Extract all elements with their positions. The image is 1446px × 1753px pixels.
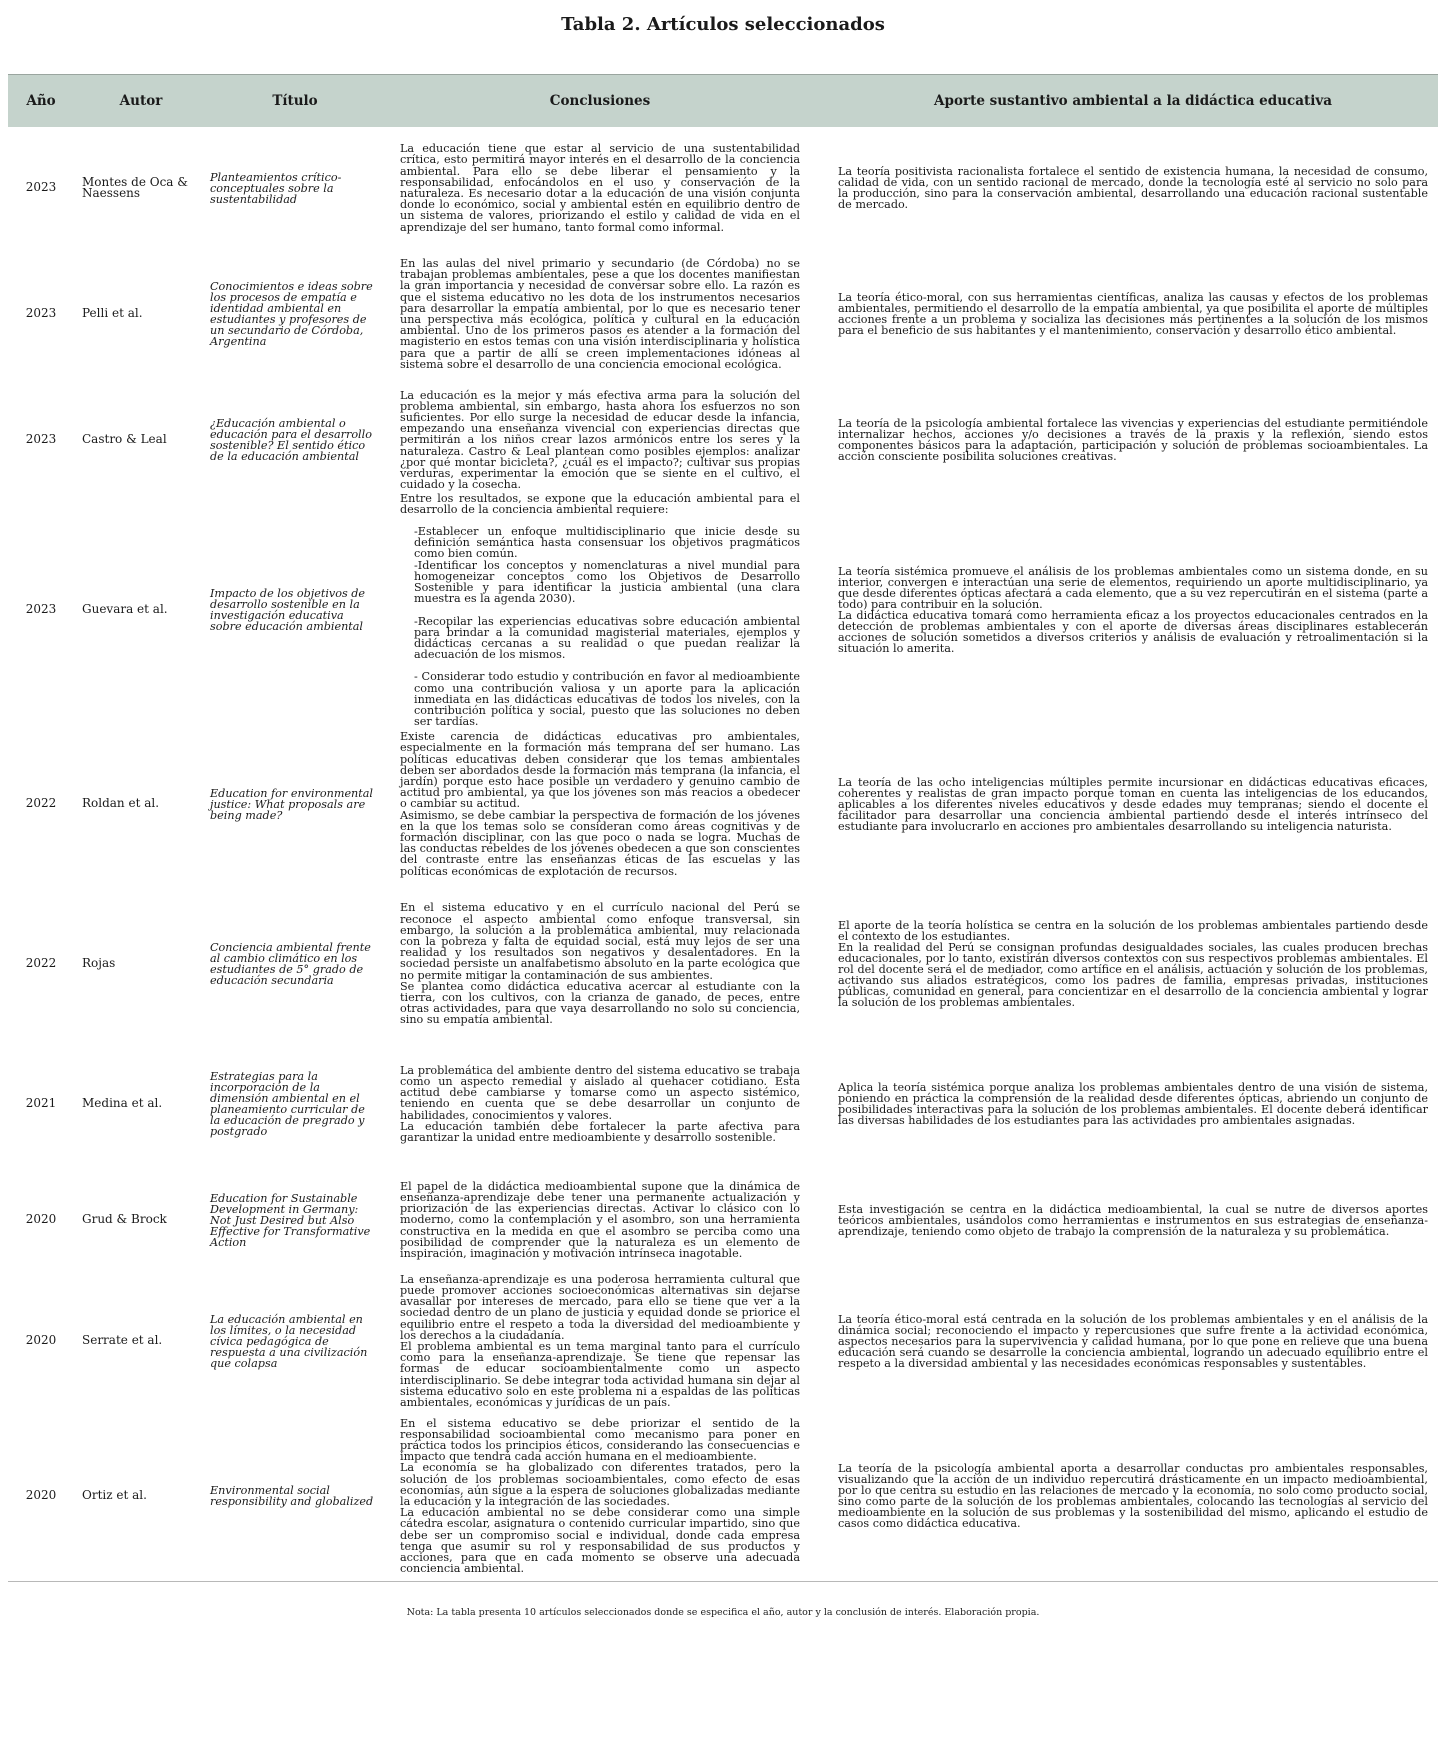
table-row (8, 889, 1438, 1039)
contribution-paragraph: Aplica la teoría sistémica porque analiza los problemas ambientales dentro de una visión de sistema, poniendo en práctica la comprensión de la realidad desde diferentes ópticas, abriendo un conjunto de posibilidades interactivas para la solución de los problemas ambientales. El docente deberá identificar las diversas habilidades de los estudiantes para las actividades pro ambientales asignadas. (838, 1081, 1428, 1127)
cell-contribution (820, 418, 1438, 462)
table-note: Nota: La tabla presenta 10 artículos seleccionados donde se especifica el año, autor y la conclusión de interés. Elaboración propia. (406, 1607, 1040, 1618)
cell-year: 2023 (25, 306, 57, 321)
contribution-paragraph: La teoría de la psicología ambiental aporta a desarrollar conductas pro ambientales responsables, visualizando que la acción de un individuo repercutirá drásticamente en un impacto medioambiental, por lo que centra su estudio en las relaciones de mercado y la economía, no solo como producto social, sino como parte de la solución de los problemas ambientales, colocando las tecnologías al servicio del medioambiente en la solución de sus problemas y la sostenibilidad del mismo, aplicando el estudio de casos como didáctica educativa. (838, 1462, 1428, 1530)
cell-conclusions (382, 1181, 820, 1259)
table-header (8, 75, 1438, 127)
cell-conclusions (382, 731, 820, 877)
table-row (8, 1039, 1438, 1169)
header-title: Título (272, 93, 318, 109)
cell-conclusions (382, 902, 820, 1025)
cell-conclusions (382, 1274, 820, 1408)
conclusion-paragraph: En el sistema educativo y en el currículo nacional del Perú se reconoce el aspecto ambiental como enfoque transversal, sin embargo, la solución a la problemática ambiental, muy relacionada con la pobreza y falta de equidad social, está muy lejos de ser una realidad y los resultados son negativos y desalentadores. En la sociedad persiste un analfabetismo absoluto en la parte ecológica que no permite mitigar la contaminación de sus ambientes. (400, 901, 800, 982)
cell-author: Grud & Brock (82, 1212, 167, 1227)
table-row (8, 1411, 1438, 1581)
conclusion-paragraph: El papel de la didáctica medioambiental supone que la dinámica de enseñanza-aprendizaje debe tener una permanente actualización y priorización de las experiencias directas. Activar lo clásico con lo moderno, como la contemplación y el asombro, son una herramienta constructiva en la medida en que el asombro se perciba como una posibilidad de comprender que la naturaleza es un elemento de inspiración, imaginación y motivación intrínseca inagotable. (400, 1179, 800, 1260)
cell-title: Impacto de los objetivos de desarrollo sostenible en la investigación educativa sobre educación ambiental (210, 587, 366, 633)
cell-contribution (820, 777, 1438, 832)
cell-author: Serrate et al. (82, 1333, 163, 1348)
cell-year: 2023 (25, 602, 57, 617)
conclusion-paragraph: En las aulas del nivel primario y secundario (de Córdoba) no se trabajan problemas ambientales, pese a que los docentes manifiestan la gran importancia y necesidad de conversar sobre ello. La razón es que el sistema educativo no les dota de los instrumentos necesarios para desarrollar la empatía ambiental, por lo que es necesario tener una perspectiva más ecológica, política y cultural en la educación ambiental. Uno de los primeros pasos es atender a la formación del magisterio en estos temas con una visión interdisciplinaria y holística para que a partir de allí se creen implementaciones idóneas al sistema sobre el desarrollo de una conciencia emocional ecológica. (400, 256, 800, 371)
cell-year: 2020 (25, 1333, 57, 1348)
contribution-paragraph: La teoría de la psicología ambiental fortalece las vivencias y experiencias del estudiante permitiéndole internalizar hechos, acciones y/o decisiones a través de la praxis y la reflexión, siendo estos componentes básicos para la adaptación, participación y solución de problemas socioambientales. La acción consciente posibilita soluciones creativas. (838, 417, 1428, 463)
conclusion-paragraph: El problema ambiental es un tema marginal tanto para el currículo como para la enseñanza-aprendizaje. Se tiene que repensar las formas de educar socioambientalmente como un aspecto interdisciplinario. Se debe integrar toda actividad humana sin dejar al sistema educativo solo en este problema ni a espaldas de las políticas ambientales, económicas y jurídicas de un país. (400, 1340, 800, 1410)
header-conclusions: Conclusiones (549, 93, 651, 109)
cell-title: Planteamientos crítico-conceptuales sobre la sustentabilidad (210, 170, 342, 206)
conclusion-intro: Entre los resultados, se expone que la educación ambiental para el desarrollo de la conciencia ambiental requiere: (400, 491, 800, 516)
header-year: Año (26, 93, 56, 109)
cell-contribution (820, 166, 1438, 210)
cell-year: 2022 (25, 796, 57, 811)
conclusion-paragraph: La problemática del ambiente dentro del sistema educativo se trabaja como un aspecto remedial y aislado al quehacer cotidiano. Esta actitud debe cambiarse y tomarse como un aspecto sistémico, teniendo en cuenta que se debe desarrollar un conjunto de habilidades, conocimientos y valores. (400, 1063, 800, 1122)
cell-contribution (820, 1314, 1438, 1369)
cell-conclusions (382, 1418, 820, 1575)
cell-contribution (820, 566, 1438, 654)
cell-year: 2021 (25, 1096, 57, 1111)
cell-title: ¿Educación ambiental o educación para el desarrollo sostenible? El sentido ético de la educación ambiental (210, 417, 372, 463)
table-row (8, 1169, 1438, 1271)
cell-contribution (820, 292, 1438, 336)
cell-author: Roldan et al. (82, 796, 160, 811)
conclusion-list-item: - Considerar todo estudio y contribución en favor al medioambiente como una contribución valiosa y un aporte para la aplicación inmediata en las didácticas educativas de todos los niveles, con la contribución política y social, puesto que las soluciones no deben ser tardías. (414, 670, 800, 729)
cell-title: Education for environmental justice: What proposals are being made? (210, 786, 374, 822)
cell-author: Rojas (82, 956, 116, 971)
header-author: Autor (119, 93, 163, 109)
cell-year: 2020 (25, 1488, 57, 1503)
cell-conclusions (382, 390, 820, 491)
cell-conclusions (382, 258, 820, 370)
cell-author: Montes de Oca & Naessens (82, 174, 188, 200)
contribution-paragraph: La teoría de las ocho inteligencias múltiples permite incursionar en didácticas educativas eficaces, coherentes y realistas de gran impacto porque toman en cuenta las inteligencias de los educandos, aplicables a los diferentes niveles educativos y desde edades muy tempranas; siendo el docente el facilitador para desarrollar una conciencia ambiental partiendo desde el interés intrínseco del estudiante para involucrarlo en acciones pro ambientales desarrollando su inteligencia naturista. (838, 775, 1428, 833)
contribution-paragraph: Esta investigación se centra en la didáctica medioambiental, la cual se nutre de diversos aportes teóricos ambientales, usándolos como herramientas e instrumentos en sus estrategias de enseñanza-aprendizaje, teniendo como objeto de trabajo la comprensión de la naturaleza y su problemática. (838, 1202, 1428, 1238)
cell-title: Education for Sustainable Development in Germany: Not Just Desired but Also Effective for Transformative Action (210, 1191, 371, 1249)
cell-author: Castro & Leal (82, 432, 167, 447)
table-row (8, 719, 1438, 889)
cell-contribution (820, 1204, 1438, 1237)
contribution-paragraph: En la realidad del Perú se consignan profundas desigualdades sociales, las cuales producen brechas educacionales, por lo tanto, existirán diversos contextos con sus respectivos problemas ambientales. El rol del docente será el de mediador, como artífice en el análisis, actuación y solución de los problemas, activando sus aliados estratégicos, como los padres de familia, empresas privadas, instituciones públicas, comunidad en general, para concientizar en el desarrollo de la conciencia ambiental y lograr la solución de los problemas ambientales. (838, 941, 1428, 1009)
conclusion-paragraph: La enseñanza-aprendizaje es una poderosa herramienta cultural que puede promover acciones socioeconómicas alternativas sin dejarse avasallar por intereses de mercado, para ello se tiene que ver a la sociedad dentro de un plano de justicia y equidad donde se priorice el equilibrio entre el respeto a toda la diversidad del medioambiente y los derechos a la ciudadanía. (400, 1272, 800, 1342)
cell-author: Medina et al. (82, 1096, 163, 1111)
conclusion-list-group (414, 616, 800, 661)
cell-contribution (820, 920, 1438, 1008)
cell-contribution (820, 1082, 1438, 1126)
table-row (8, 249, 1438, 379)
cell-year: 2023 (25, 180, 57, 195)
table-row (8, 127, 1438, 249)
conclusion-list-group (414, 671, 800, 727)
cell-author: Pelli et al. (82, 306, 143, 321)
header-contribution: Aporte sustantivo ambiental a la didáctica educativa (934, 93, 1332, 109)
conclusion-paragraph: La educación es la mejor y más efectiva arma para la solución del problema ambiental, sin embargo, hasta ahora los esfuerzos no son suficientes. Por ello surge la necesidad de educar desde la infancia, empezando una enseñanza vivencial con experiencias directas que permitirán a los niños crear lazos armónicos entre los seres y la naturaleza. Castro & Leal plantean como posibles ejemplos: analizar ¿por qué montar bicicleta?, ¿cuál es el impacto?; cultivar sus propias verduras, experimentar la emoción que se siente en el cultivo, el cuidado y la cosecha. (400, 388, 800, 492)
cell-conclusions (382, 493, 820, 728)
conclusion-list-group (414, 526, 800, 604)
table-row (8, 491, 1438, 729)
conclusion-list-item: -Identificar los conceptos y nomenclaturas a nivel mundial para homogeneizar conceptos como los Objetivos de Desarrollo Sostenible y para identificar la justicia ambiental (una clara muestra es la agenda 2030). (414, 558, 800, 606)
conclusion-paragraph: La educación ambiental no se debe considerar como una simple cátedra escolar, asignatura o contenido curricular impartido, sino que debe ser un compromiso social e individual, donde cada empresa tenga que asumir su rol y responsabilidad de sus productos y acciones, para que en cada momento se observe una adecuada conciencia ambiental. (400, 1506, 800, 1576)
table-row (8, 1271, 1438, 1411)
table-title: Tabla 2. Artículos seleccionados (561, 14, 885, 35)
cell-year: 2020 (25, 1212, 57, 1227)
conclusion-paragraph: La educación tiene que estar al servicio de una sustentabilidad crítica, esto permitirá mayor interés en el desarrollo de la conciencia ambiental. Para ello se debe liberar el pensamiento y la responsabilidad, enfocándolos en el uso y conservación de la naturaleza. Es necesario dotar a la educación de una visión conjunta donde lo económico, social y ambiental estén en equilibrio dentro de un sistema de valores, priorizando el estilo y calidad de vida en el aprendizaje del ser humano, tanto formal como informal. (400, 142, 800, 234)
contribution-paragraph: La teoría positivista racionalista fortalece el sentido de existencia humana, la necesidad de consumo, calidad de vida, con un sentido racional de mercado, donde la tecnología esté al servicio no solo para la producción, sino para la conservación ambiental, desarrollando una educación racional sustentable de mercado. (838, 165, 1428, 211)
contribution-paragraph: El aporte de la teoría holística se centra en la solución de los problemas ambientales partiendo desde el contexto de los estudiantes. (838, 919, 1428, 943)
conclusion-list-item: -Recopilar las experiencias educativas sobre educación ambiental para brindar a la comunidad magisterial materiales, ejemplos y didácticas cercanas a su realidad o que puedan realizar la adecuación de los mismos. (414, 614, 800, 662)
table-body (8, 127, 1438, 1581)
cell-year: 2022 (25, 956, 57, 971)
table-row (8, 379, 1438, 501)
conclusion-paragraph: Existe carencia de didácticas educativas pro ambientales, especialmente en la formación más temprana del ser humano. Las políticas educativas deben considerar que los temas ambientales deben ser abordados desde la formación más temprana (la infancia, el jardín) porque esto hace posible un verdadero y genuino cambio de actitud pro ambiental, ya que los jóvenes son más reacios a obedecer o cambiar su actitud. (400, 730, 800, 811)
conclusion-list-item: -Establecer un enfoque multidisciplinario que inicie desde su definición semántica hasta consensuar los objetivos pragmáticos como bien común. (414, 525, 800, 561)
cell-title: Conocimientos e ideas sobre los procesos de empatía e identidad ambiental en estudiantes y profesores de un secundario de Córdoba, Argentina (210, 280, 373, 348)
table-bottom-rule (8, 1581, 1438, 1582)
conclusion-paragraph: La economía se ha globalizado con diferentes tratados, pero la solución de los problemas socioambientales, como efecto de esas economías, aún sigue a la espera de soluciones globalizadas mediante la educación y la integración de las sociedades. (400, 1461, 800, 1508)
contribution-paragraph: La teoría ético-moral, con sus herramientas científicas, analiza las causas y efectos de los problemas ambientales, permitiendo el desarrollo de la empatía ambiental, ya que posibilita el aporte de múltiples acciones frente a un problema y socializa las decisiones más pertinentes a la solución de los mismos para el beneficio de sus habitantes y el mantenimiento, conservación y desarrollo ético ambiental. (838, 291, 1428, 337)
cell-title: Environmental social responsibility and globalized (210, 1484, 374, 1508)
cell-author: Ortiz et al. (82, 1488, 147, 1503)
conclusion-paragraph: Se plantea como didáctica educativa acercar al estudiante con la tierra, con los cultivos, con la crianza de ganado, de peces, entre otras actividades, para que vaya desarrollando no solo su conciencia, sino su empatía ambiental. (400, 979, 800, 1027)
contribution-paragraph: La teoría sistémica promueve el análisis de los problemas ambientales como un sistema donde, en su interior, convergen e interactúan una serie de elementos, requiriendo un aporte multidisciplinario, ya que desde diferentes ópticas afectará a cada elemento, que a su vez repercutirán en el sistema (parte a todo) para contribuir en la solución. (838, 565, 1428, 611)
contribution-paragraph: La didáctica educativa tomará como herramienta eficaz a los proyectos educacionales centrados en la detección de problemas ambientales y con el aporte de diversas áreas disciplinares establecerán acciones de solución sometidos a diversos criterios y análisis de evaluación y retroalimentación si la situación lo amerita. (838, 609, 1428, 655)
cell-contribution (820, 1463, 1438, 1529)
cell-title: Estrategias para la incorporación de la dimensión ambiental en el planeamiento curricular de la educación de pregrado y postgrado (210, 1070, 365, 1138)
contribution-paragraph: La teoría ético-moral está centrada en la solución de los problemas ambientales y en el análisis de la dinámica social; reconociendo el impacto y repercusiones que sufre frente a la actividad económica, aspectos necesarios para la supervivencia y calidad humana, por lo que pone en relieve que una buena educación será cuando se desarrolle la conciencia ambiental, logrando un adecuado equilibrio entre el respeto a la diversidad ambiental y las necesidades económicas responsables y sustentables. (838, 1312, 1428, 1370)
conclusion-paragraph: La educación también debe fortalecer la parte afectiva para garantizar la unidad entre medioambiente y desarrollo sostenible. (400, 1119, 800, 1144)
conclusion-paragraph: En el sistema educativo se debe priorizar el sentido de la responsabilidad socioambiental como mecanismo para poner en práctica todos los principios éticos, considerando las consecuencias e impacto que tendrá cada acción humana en el medioambiente. (400, 1416, 800, 1464)
conclusion-paragraph: Asimismo, se debe cambiar la perspectiva de formación de los jóvenes en la que los temas solo se consideran como áreas cognitivas y de formación disciplinar, con las que poco o nada se logra. Muchas de las conductas rebeldes de los jóvenes obedecen a que son conscientes del contraste entre las enseñanzas éticas de las escuelas y las políticas económicas de explotación de recursos. (400, 808, 800, 878)
cell-title: La educación ambiental en los límites, o la necesidad cívica pedagógica de respuesta a una civilización que colapsa (210, 1312, 368, 1370)
cell-title: Conciencia ambiental frente al cambio climático en los estudiantes de 5° grado de educación secundaria (210, 941, 371, 987)
articles-table (8, 74, 1438, 1582)
cell-conclusions (382, 1065, 820, 1143)
cell-author: Guevara et al. (82, 602, 168, 617)
cell-conclusions (382, 143, 820, 233)
cell-year: 2023 (25, 432, 57, 447)
